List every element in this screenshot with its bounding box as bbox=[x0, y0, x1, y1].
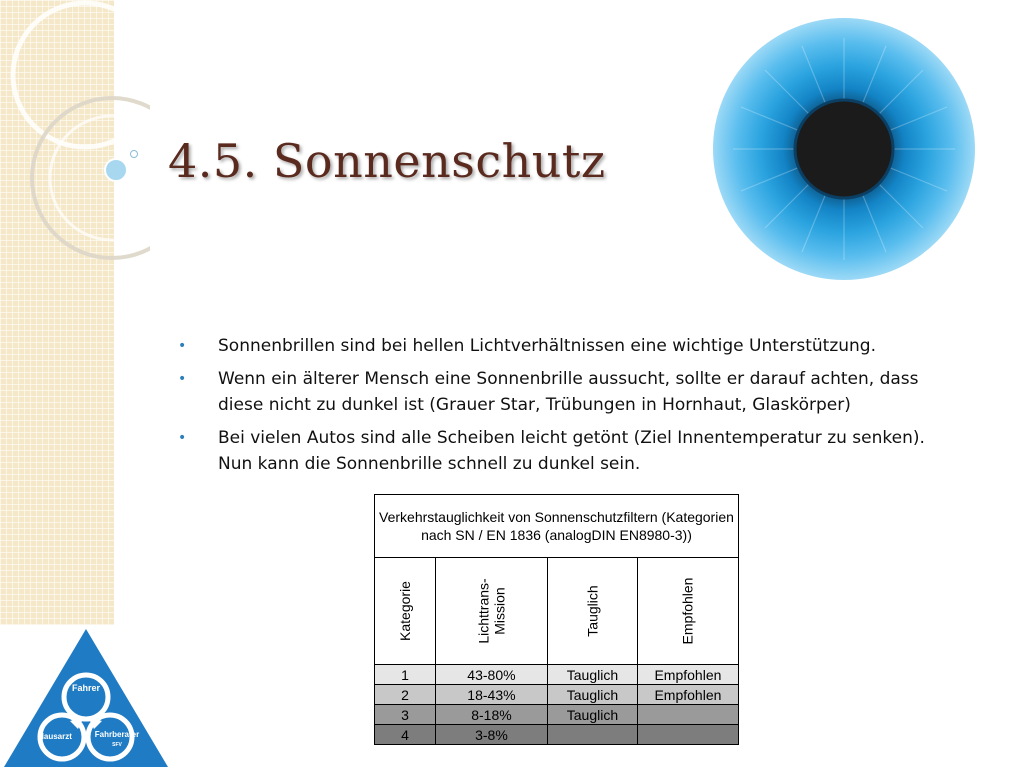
table-cell: Tauglich bbox=[547, 705, 637, 725]
table-cell: 3-8% bbox=[435, 725, 547, 745]
bullet-item bbox=[178, 366, 958, 418]
bullet-list bbox=[178, 333, 958, 484]
column-header: Tauglich bbox=[547, 558, 637, 665]
table-cell bbox=[637, 725, 738, 745]
bullet-text: Sonnenbrillen sind bei hellen Lichtverhältnissen eine wichtige Unterstützung. bbox=[218, 336, 876, 356]
logo-label-sfv: SFV bbox=[112, 742, 122, 748]
table-cell: 43-80% bbox=[435, 665, 547, 685]
column-header: Empfohlen bbox=[637, 558, 738, 665]
decorative-circles bbox=[0, 0, 150, 260]
column-header: Lichttrans- Mission bbox=[435, 558, 547, 665]
slide-title: 4.5. Sonnenschutz bbox=[168, 134, 606, 188]
table-cell: Empfohlen bbox=[637, 685, 738, 705]
table-row bbox=[375, 665, 739, 685]
table-cell: 4 bbox=[375, 725, 436, 745]
table-cell: 3 bbox=[375, 705, 436, 725]
bullet-text: Bei vielen Autos sind alle Scheiben leicht getönt (Ziel Innentemperatur zu senken). Nun kann die Sonnenbrille schnell zu dunkel sein. bbox=[218, 428, 925, 474]
table-caption: Verkehrstauglichkeit von Sonnenschutzfiltern (Kategorien nach SN / EN 1836 (analogDIN EN8980-3)) bbox=[375, 495, 739, 558]
bullet-dot-icon: • bbox=[178, 430, 187, 446]
fahrberater-logo bbox=[0, 625, 170, 768]
eye-fibers bbox=[713, 18, 975, 280]
table-row bbox=[375, 725, 739, 745]
logo-label-fahrberater: Fahrberater bbox=[94, 730, 140, 739]
bullet-text: Wenn ein älterer Mensch eine Sonnenbrille aussucht, sollte er darauf achten, dass diese nicht zu dunkel ist (Grauer Star, Trübungen in Hornhaut, Glaskörper) bbox=[218, 369, 919, 415]
table-cell: Empfohlen bbox=[637, 665, 738, 685]
bullet-item bbox=[178, 333, 958, 359]
bullet-item bbox=[178, 425, 958, 477]
logo-label-fahrer: Fahrer bbox=[71, 683, 101, 693]
column-header: Kategorie bbox=[375, 558, 436, 665]
table-cell: 2 bbox=[375, 685, 436, 705]
table-row bbox=[375, 685, 739, 705]
table-cell bbox=[547, 725, 637, 745]
filter-category-table bbox=[374, 494, 739, 745]
table-cell: Tauglich bbox=[547, 665, 637, 685]
table-cell: 1 bbox=[375, 665, 436, 685]
table-cell: Tauglich bbox=[547, 685, 637, 705]
table-cell bbox=[637, 705, 738, 725]
logo-label-hausarzt: Hausarzt bbox=[38, 732, 72, 741]
bullet-dot-icon: • bbox=[178, 338, 187, 354]
table-row bbox=[375, 705, 739, 725]
table-cell: 18-43% bbox=[435, 685, 547, 705]
bullet-dot-icon: • bbox=[178, 371, 187, 387]
table-cell: 8-18% bbox=[435, 705, 547, 725]
